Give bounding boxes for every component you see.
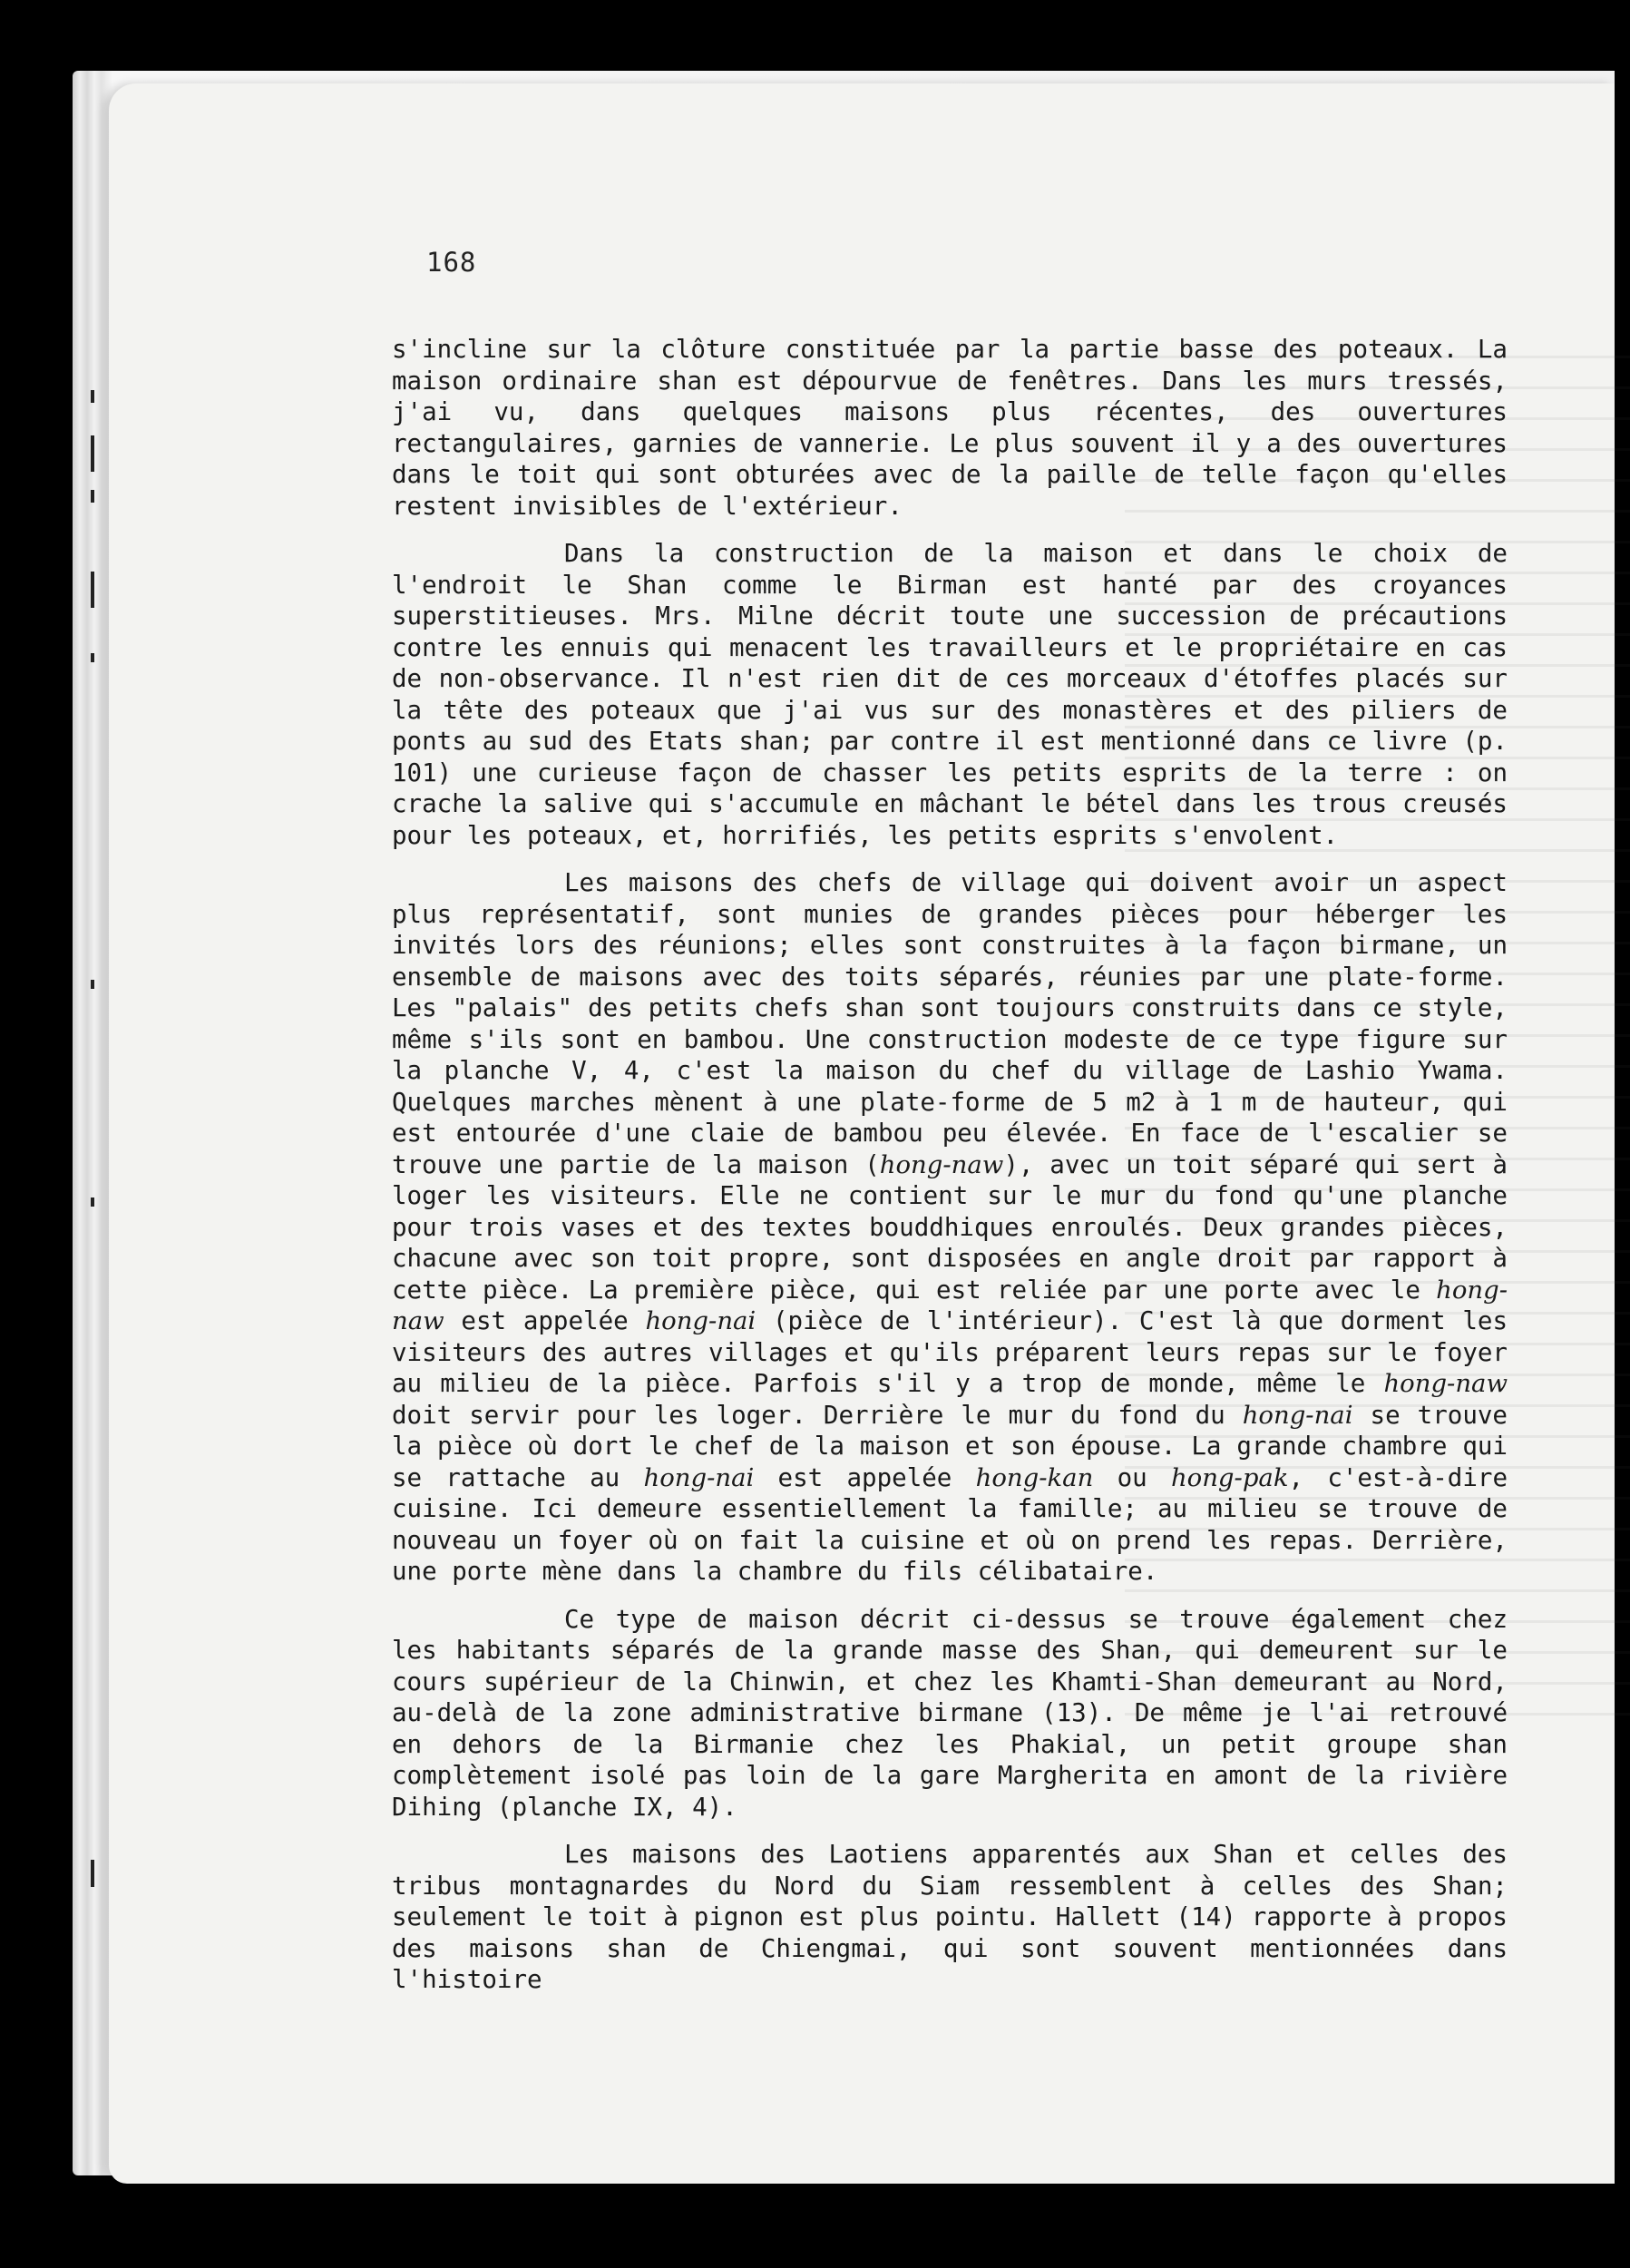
margin-mark (91, 1198, 94, 1207)
text-run: s'incline sur la clôture constituée par la partie basse des poteaux. La maison ordinaire shan est dépourvue de fenêtres. Dans les murs tressés, j'ai vu, dans quelques maisons plus récentes, des ouvertures rectangulaires, garnies de vannerie. Le plus souvent il y a des ouvertures dans le toit qui sont obturées avec de la paille de telle façon qu'elles restent invisibles de l'extérieur. (392, 335, 1508, 521)
margin-mark (91, 980, 94, 989)
body-text (392, 334, 1508, 2012)
text-run: ou (1093, 1462, 1171, 1492)
paragraph (392, 334, 1508, 522)
text-run: est appelée (444, 1306, 646, 1335)
paragraph (392, 1604, 1508, 1823)
italic-term: hong-nai (645, 1306, 756, 1335)
paragraph (392, 1839, 1508, 1996)
text-run: Les maisons des Laotiens apparentés aux Shan et celles des tribus montagnardes du Nord du Siam ressemblent à celles des Shan; seulement le toit à pignon est plus pointu. Hallett (14) rapporte à propos des maisons shan de Chiengmai, qui sont souvent mentionnées dans l'histoire (392, 1840, 1508, 1994)
text-run: doit servir pour les loger. Derrière le mur du fond du (392, 1400, 1243, 1430)
text-run: (pièce de l'intérieur). C'est là que dorment les visiteurs des autres villages et qu'ils préparent leurs repas sur le foyer au milieu de la pièce. Parfois s'il y a trop de monde, même le (392, 1306, 1508, 1398)
margin-mark (91, 1860, 94, 1887)
italic-term: hong-nai (643, 1462, 755, 1492)
text-run: est appelée (754, 1462, 976, 1492)
text-run: Dans la construction de la maison et dans le choix de l'endroit le Shan comme le Birman est hanté par des croyances superstitieuses. Mrs. Milne décrit toute une succession de précautions contre les ennuis qui menacent les travailleurs et le propriétaire en cas de non-observance. Il n'est rien dit de ces morceaux d'étoffes placés sur la tête des poteaux que j'ai vus sur des monastères et des piliers de ponts au sud des Etats shan; par contre il est mentionné dans ce livre (p. 101) une curieuse façon de chasser les petits esprits de la terre : on crache la salive qui s'accumule en mâchant le bétel dans les trous creusés pour les poteaux, et, horrifiés, les petits esprits s'envolent. (392, 539, 1508, 850)
text-run: Les maisons des chefs de village qui doivent avoir un aspect plus représentatif, sont munies de grandes pièces pour héberger les invités lors des réunions; elles sont construites à la façon birmane, un ensemble de maisons avec des toits séparés, réunies par une plate-forme. Les "palais" des petits chefs shan sont toujours construits dans ce style, même s'ils sont en bambou. Une construction modeste de ce type figure sur la planche V, 4, c'est la maison du chef du village de Lashio Ywama. Quelques marches mènent à une plate-forme de 5 m2 à 1 m de hauteur, qui est entourée d'une claie de bambou peu élevée. En face de l'escalier se trouve une partie de la maison ( (392, 868, 1508, 1179)
italic-term: hong-naw (1383, 1369, 1508, 1398)
paragraph (392, 867, 1508, 1588)
text-run: ), avec un toit séparé qui sert à loger les visiteurs. Elle ne contient sur le mur du fond qu'une planche pour trois vases et des textes bouddhiques enroulés. Deux grandes pièces, chacune avec son toit propre, sont disposées en angle droit par rapport à cette pièce. La première pièce, qui est reliée par une porte avec le (392, 1149, 1508, 1305)
paragraph (392, 538, 1508, 851)
margin-mark (91, 435, 94, 472)
margin-mark (91, 653, 94, 662)
italic-term: hong-kan (975, 1462, 1094, 1492)
italic-term: hong-pak (1170, 1462, 1289, 1492)
margin-mark (91, 390, 94, 403)
text-run: Ce type de maison décrit ci-dessus se trouve également chez les habitants séparés de la grande masse des Shan, qui demeurent sur le cours supérieur de la Chinwin, et chez les Khamti-Shan demeurant au Nord, au-delà de la zone administrative birmane (13). De même je l'ai retrouvé en dehors de la Birmanie chez les Phakial, un petit groupe shan complètement isolé pas loin de la gare Margherita en amont de la rivière Dihing (planche IX, 4). (392, 1604, 1508, 1822)
page-number: 168 (426, 247, 477, 278)
text-run: , c'est-à-dire cuisine. Ici demeure essentiellement la famille; au milieu se trouve de nouveau un foyer où on fait la cuisine et où on prend les repas. Derrière, une porte mène dans la chambre du fils célibataire. (392, 1462, 1508, 1586)
margin-mark (91, 490, 94, 503)
italic-term: hong-nai (1242, 1400, 1353, 1430)
italic-term: hong-naw (392, 1275, 1508, 1335)
text-run: se trouve la pièce où dort le chef de la maison et son épouse. La grande chambre qui se rattache au (392, 1400, 1508, 1492)
margin-mark (91, 572, 94, 608)
italic-term: hong-naw (879, 1149, 1004, 1179)
